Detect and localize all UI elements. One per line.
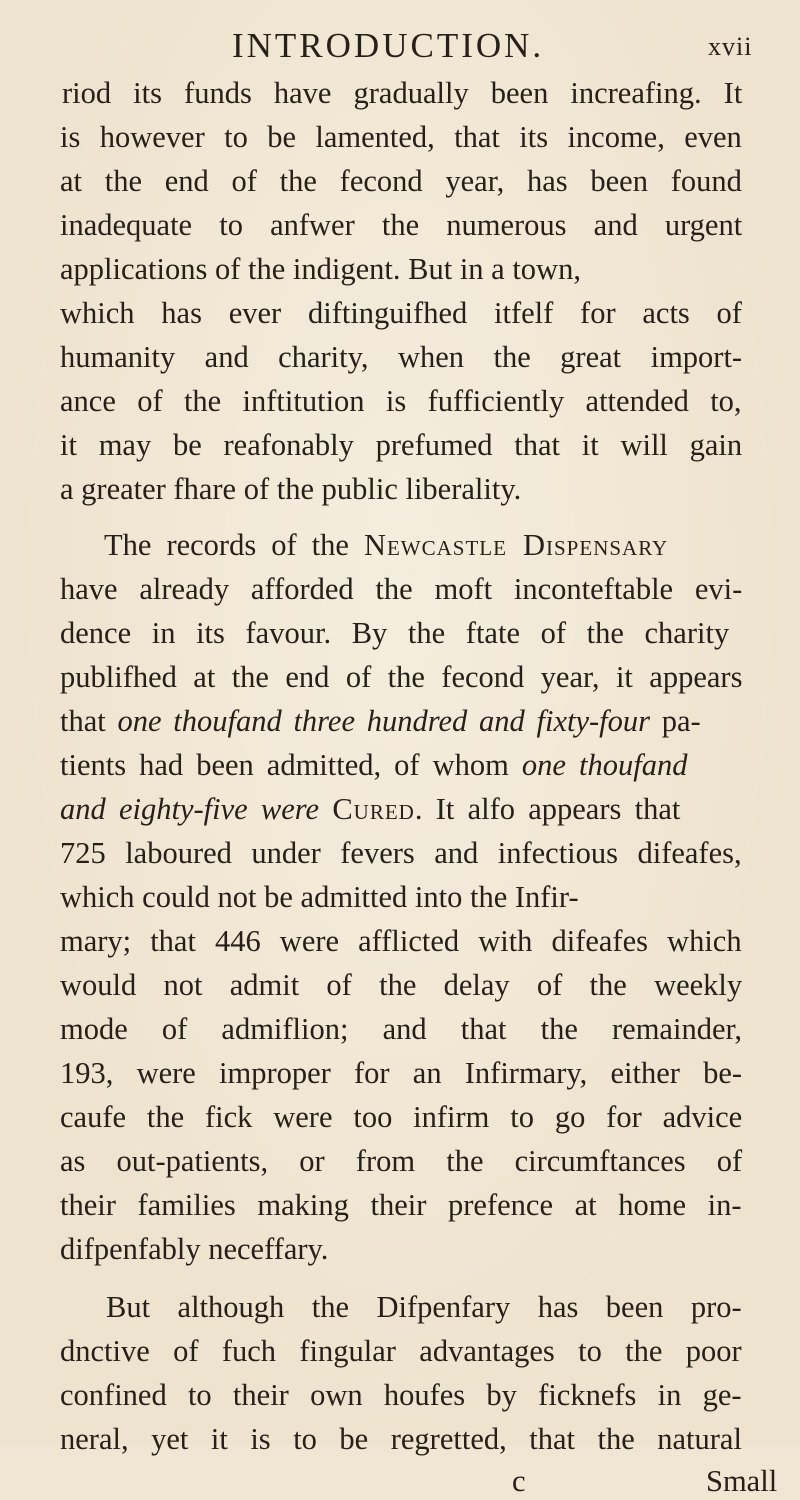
catchword: Small bbox=[706, 1464, 778, 1498]
text-line: dence in its favour. By the ftate of the charity bbox=[60, 616, 730, 650]
text-line: inadequate to anfwer the numerous and urgent bbox=[60, 208, 743, 242]
text-line: at the end of the fecond year, has been found bbox=[60, 164, 742, 198]
text-line: 725 laboured under fevers and infectious difeafes, bbox=[60, 836, 742, 870]
italic-number: and eighty-five were bbox=[60, 792, 333, 826]
text-line bbox=[104, 526, 668, 564]
italic-number: one thoufand bbox=[521, 748, 688, 782]
text-line: neral, yet it is to be regretted, that the natural bbox=[60, 1422, 742, 1456]
text-line: mode of admiflion; and that the remainder, bbox=[60, 1012, 743, 1046]
text-line: have already afforded the moft inconteftable evi- bbox=[60, 572, 743, 606]
text-line bbox=[60, 790, 680, 828]
text-line: dnctive of fuch fingular advantages to the poor bbox=[60, 1334, 742, 1368]
text-span: that bbox=[60, 704, 118, 738]
text-line: which could not be admitted into the Infir- bbox=[60, 880, 579, 914]
institution-name: Newcastle Dispensary bbox=[363, 528, 669, 562]
text-line: as out-patients, or from the circumftances of bbox=[60, 1144, 743, 1178]
text-line: their families making their prefence at home in- bbox=[60, 1188, 742, 1222]
text-line: would not admit of the delay of the weekly bbox=[60, 968, 743, 1002]
text-span: . It alfo appears that bbox=[414, 792, 681, 826]
text-line: it may be reafonably prefumed that it will gain bbox=[60, 428, 743, 462]
text-line bbox=[60, 746, 687, 784]
text-line: difpenfably neceffary. bbox=[60, 1232, 329, 1266]
text-line: publifhed at the end of the fecond year, it appears bbox=[60, 660, 743, 694]
text-line: is however to be lamented, that its income, even bbox=[60, 120, 742, 154]
text-line: which has ever diftinguifhed itfelf for acts of bbox=[60, 296, 742, 330]
italic-number: one thoufand three hundred and fixty-four bbox=[117, 704, 650, 738]
text-line: riod its funds have gradually been increafing. It bbox=[62, 76, 743, 110]
text-span: The records of the bbox=[104, 528, 364, 562]
running-title: INTRODUCTION. bbox=[232, 26, 545, 65]
text-line: caufe the fick were too infirm to go for advice bbox=[60, 1100, 743, 1134]
text-span: tients had been admitted, of whom bbox=[60, 748, 522, 782]
text-line: applications of the indigent. But in a town, bbox=[60, 252, 581, 286]
text-line: ance of the inftitution is fufficiently attended to, bbox=[60, 384, 742, 418]
cured-label: Cured bbox=[332, 792, 415, 826]
text-line: confined to their own houfes by ficknefs in ge- bbox=[60, 1378, 742, 1412]
text-line: a greater fhare of the public liberality. bbox=[60, 472, 522, 506]
text-line bbox=[60, 702, 701, 740]
text-span: pa- bbox=[650, 704, 701, 738]
text-line: But although the Difpenfary has been pro- bbox=[106, 1290, 742, 1324]
text-line: mary; that 446 were afflicted with difeafes which bbox=[60, 924, 742, 958]
signature-mark: c bbox=[512, 1464, 526, 1498]
text-line: 193, were improper for an Infirmary, either be- bbox=[60, 1056, 743, 1090]
text-line: humanity and charity, when the great import- bbox=[60, 340, 743, 374]
page-number: xvii bbox=[708, 32, 753, 61]
page-header bbox=[0, 22, 800, 70]
